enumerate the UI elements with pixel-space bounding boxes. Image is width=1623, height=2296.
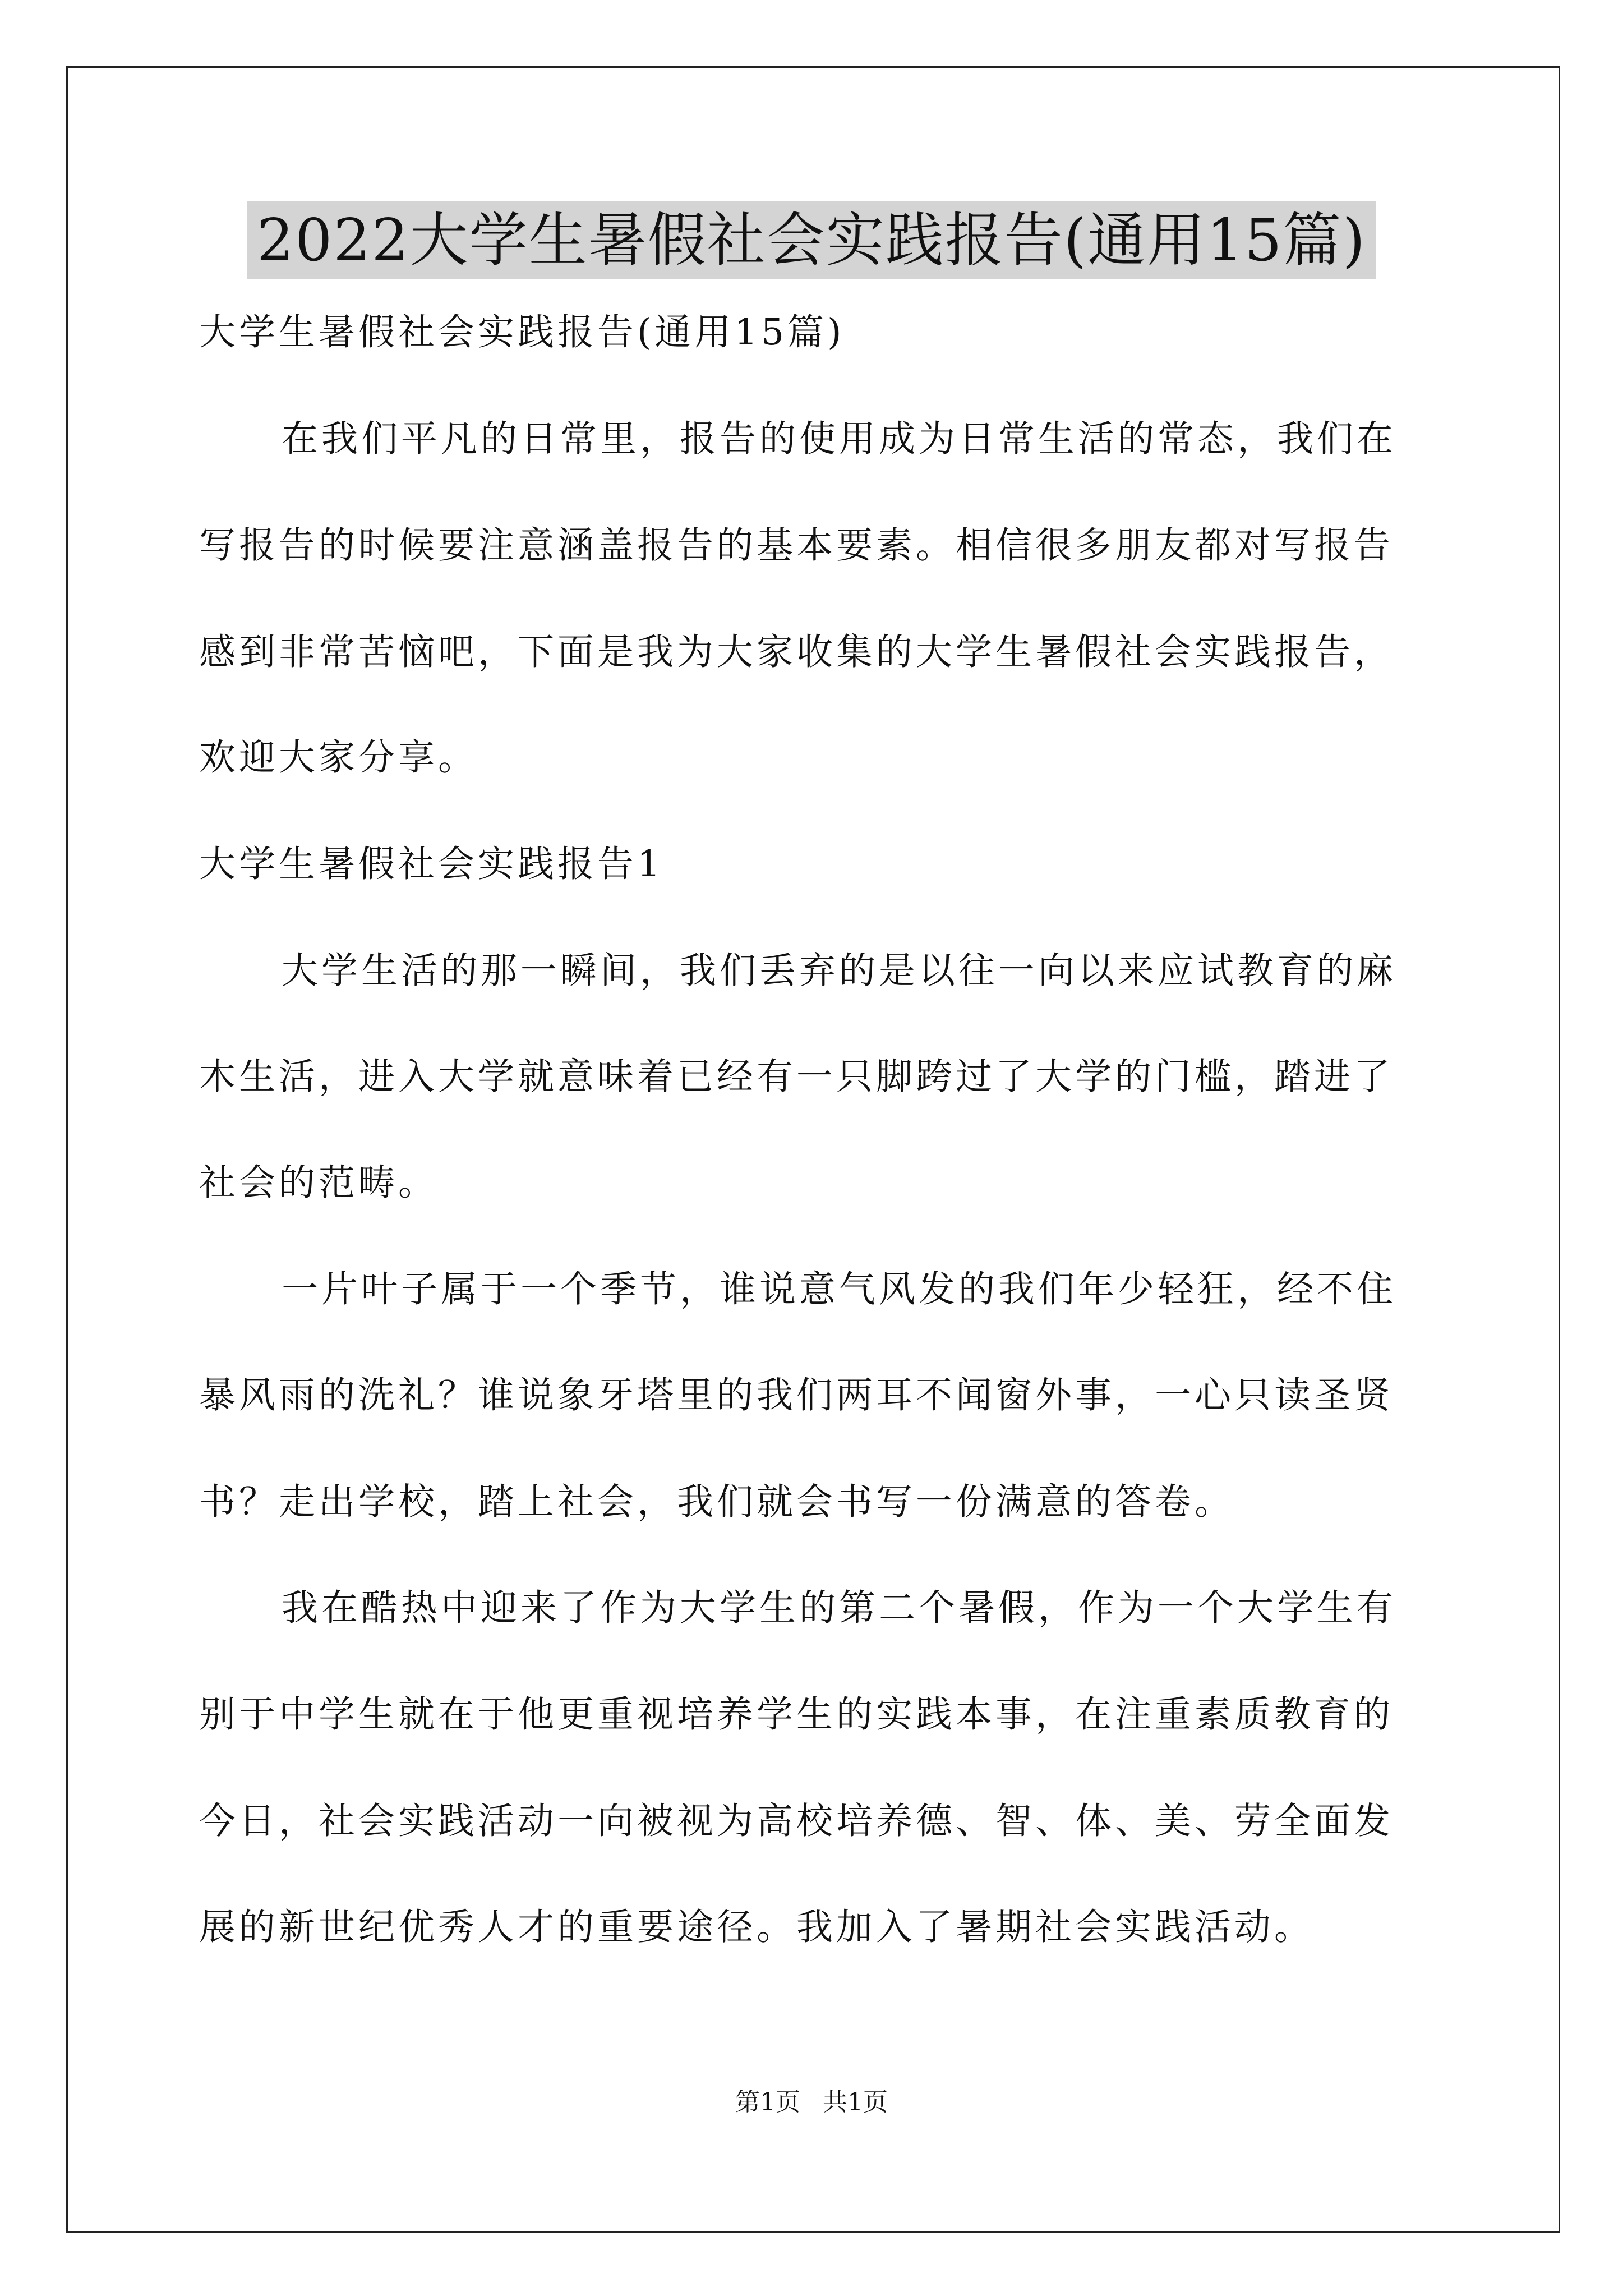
intro-line: 感到非常苦恼吧，下面是我为大家收集的大学生暑假社会实践报告， — [199, 631, 1394, 673]
document-title: 2022大学生暑假社会实践报告(通用15篇) — [247, 201, 1376, 279]
intro-line: 在我们平凡的日常里，报告的使用成为日常生活的常态，我们在 — [282, 418, 1397, 460]
title-area — [0, 201, 1623, 279]
paragraph-line: 一片叶子属于一个季节，谁说意气风发的我们年少轻狂，经不住 — [282, 1268, 1397, 1310]
paragraph-line: 展的新世纪优秀人才的重要途径。我加入了暑期社会实践活动。 — [199, 1906, 1315, 1948]
section-heading: 大学生暑假社会实践报告1 — [199, 843, 664, 885]
page-total: 共1页 — [823, 2088, 888, 2116]
page-footer — [0, 2087, 1623, 2118]
paragraph-line: 暴风雨的洗礼？谁说象牙塔里的我们两耳不闻窗外事，一心只读圣贤 — [199, 1374, 1394, 1416]
intro-line: 写报告的时候要注意涵盖报告的基本要素。相信很多朋友都对写报告 — [199, 524, 1394, 567]
paragraph-line: 今日，社会实践活动一向被视为高校培养德、智、体、美、劳全面发 — [199, 1800, 1394, 1842]
paragraph-line: 社会的范畴。 — [199, 1162, 439, 1204]
paragraph-line: 书？走出学校，踏上社会，我们就会书写一份满意的答卷。 — [199, 1481, 1235, 1523]
paragraph-line: 别于中学生就在于他更重视培养学生的实践本事，在注重素质教育的 — [199, 1694, 1394, 1736]
paragraph-line: 木生活，进入大学就意味着已经有一只脚跨过了大学的门槛，踏进了 — [199, 1056, 1394, 1098]
page-number: 第1页 — [735, 2088, 800, 2116]
paragraph-line: 大学生活的那一瞬间，我们丢弃的是以往一向以来应试教育的麻 — [282, 950, 1397, 992]
intro-line: 欢迎大家分享。 — [199, 737, 478, 779]
paragraph-line: 我在酷热中迎来了作为大学生的第二个暑假，作为一个大学生有 — [282, 1587, 1397, 1629]
document-subtitle: 大学生暑假社会实践报告(通用15篇) — [199, 311, 845, 353]
